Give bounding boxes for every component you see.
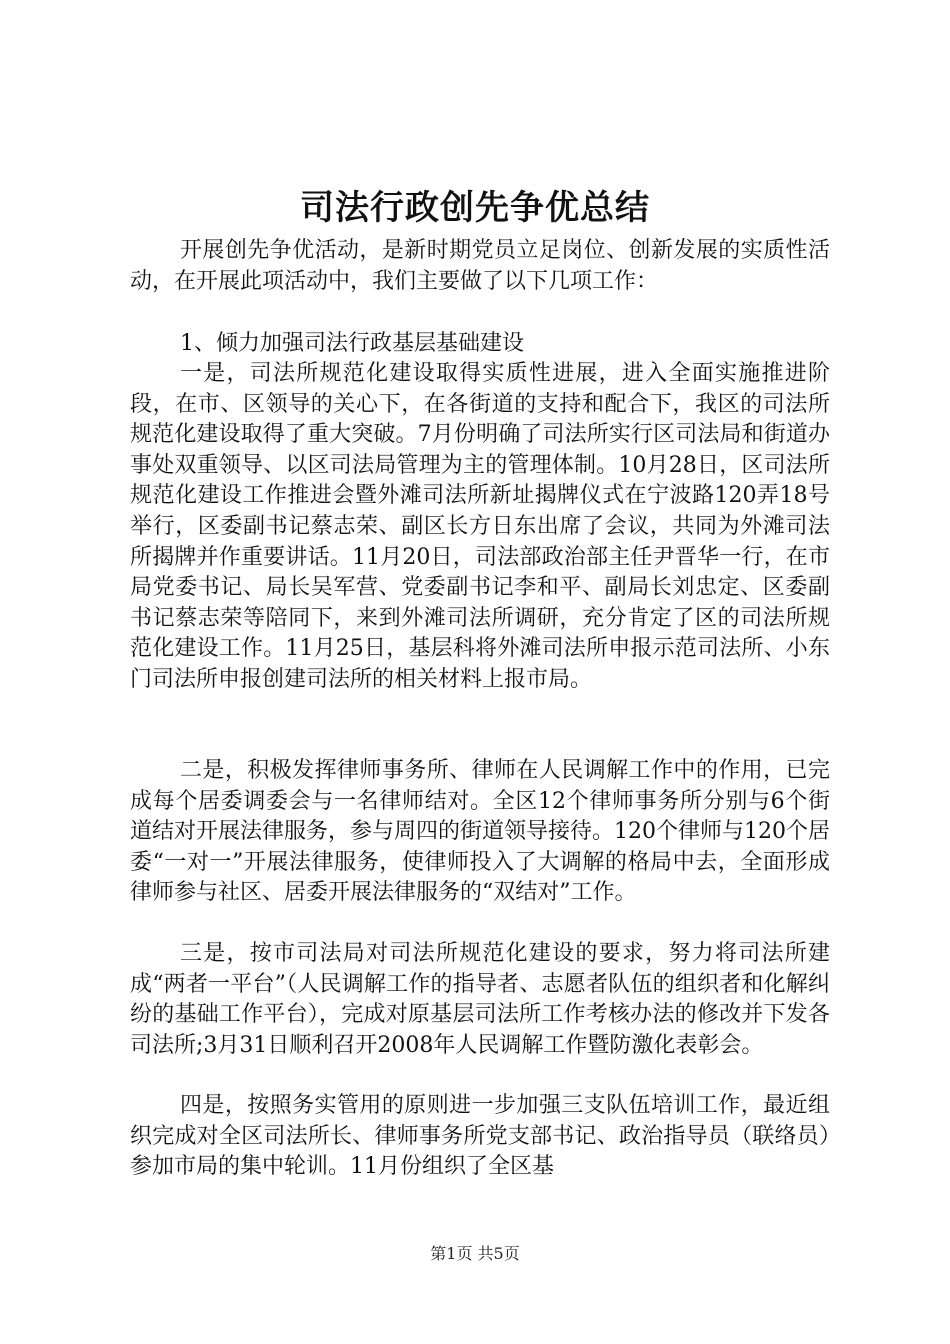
paragraph-item-four: 四是，按照务实管用的原则进一步加强三支队伍培训工作，最近组织完成对全区司法所长、律师事务所党支部书记、政治指导员（联络员）参加市局的集中轮训。11月份组织了全区基 <box>130 1093 830 1180</box>
page-number-footer: 第1页 共5页 <box>430 1244 520 1263</box>
paragraph-item-one: 一是，司法所规范化建设取得实质性进展，进入全面实施推进阶段，在市、区领导的关心下，在各街道的支持和配合下，我区的司法所规范化建设取得了重大突破。7月份明确了司法所实行区司法局和街道办事处双重领导、以区司法局管理为主的管理体制。10月28日，区司法所规范化建设工作推进会暨外滩司法所新址揭牌仪式在宁波路120弄18号举行，区委副书记蔡志荣、副区长方日东出席了会议，共同为外滩司法所揭牌并作重要讲话。11月20日，司法部政治部主任尹晋华一行，在市局党委书记、局长吴军营、党委副书记李和平、副局长刘忠定、区委副书记蔡志荣等陪同下，来到外滩司法所调研，充分肯定了区的司法所规范化建设工作。11月25日，基层科将外滩司法所申报示范司法所、小东门司法所申报创建司法所的相关材料上报市局。 <box>130 361 830 692</box>
section-heading: 1、倾力加强司法行政基层基础建设 <box>180 331 524 356</box>
paragraph-item-three: 三是，按市司法局对司法所规范化建设的要求，努力将司法所建成“两者一平台”（人民调解工作的指导者、志愿者队伍的组织者和化解纠纷的基础工作平台），完成对原基层司法所工作考核办法的修改并下发各司法所;3月31日顺利召开2008年人民调解工作暨防激化表彰会。 <box>130 941 830 1058</box>
paragraph-item-two: 二是，积极发挥律师事务所、律师在人民调解工作中的作用，已完成每个居委调委会与一名律师结对。全区12个律师事务所分别与6个街道结对开展法律服务，参与周四的街道领导接待。120个律师与120个居委“一对一”开展法律服务，使律师投入了大调解的格局中去，全面形成律师参与社区、居委开展法律服务的“双结对”工作。 <box>130 758 830 906</box>
document-title: 司法行政创先争优总结 <box>300 188 650 228</box>
intro-paragraph: 开展创先争优活动，是新时期党员立足岗位、创新发展的实质性活动，在开展此项活动中，我们主要做了以下几项工作： <box>130 238 830 294</box>
